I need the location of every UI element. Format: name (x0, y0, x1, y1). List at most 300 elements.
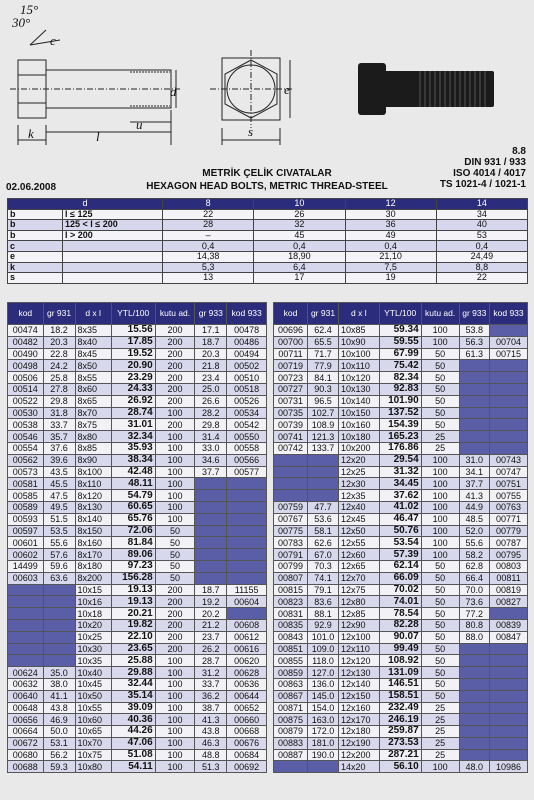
price-row (274, 667, 528, 679)
dims-value: 40 (436, 220, 527, 231)
cell-price-ytl: 65.76 (111, 513, 155, 525)
cell-weight-933 (459, 383, 489, 395)
dims-row (8, 251, 528, 262)
cell-kod-933 (490, 419, 528, 431)
cell-kod-931: 00741 (274, 431, 308, 443)
cell-weight-931: 57.6 (43, 549, 75, 561)
bolt-photo (358, 63, 494, 115)
cell-box-qty: 200 (155, 383, 195, 395)
cell-size-dxl: 12x200 (339, 749, 380, 761)
cell-price-ytl: 246.19 (379, 714, 421, 726)
cell-weight-933 (459, 667, 489, 679)
cell-weight-931: 39.6 (43, 454, 75, 466)
cell-price-ytl: 158.51 (379, 690, 421, 702)
dims-value: 36 (345, 220, 436, 231)
cell-weight-931: 20.3 (43, 336, 75, 348)
cell-kod-931: 00522 (8, 395, 44, 407)
cell-weight-933: 21.2 (195, 619, 227, 631)
cell-kod-931: 00863 (274, 678, 308, 690)
cell-weight-931: 108.9 (308, 419, 339, 431)
cell-weight-933: 66.4 (459, 572, 489, 584)
price-row (274, 325, 528, 337)
dims-header-d: d (8, 199, 163, 210)
title-english: HEXAGON HEAD BOLTS, METRIC THREAD-STEEL (146, 181, 388, 192)
cell-size-dxl: 10x130 (339, 383, 380, 395)
cell-price-ytl: 60.65 (111, 501, 155, 513)
cell-weight-933: 61.3 (459, 348, 489, 360)
cell-weight-933: 25.0 (195, 383, 227, 395)
price-row (8, 761, 267, 773)
cell-weight-931: 37.6 (43, 442, 75, 454)
cell-weight-931: 41.1 (43, 690, 75, 702)
cell-kod-933 (490, 325, 528, 337)
cell-box-qty: 100 (155, 737, 195, 749)
cell-kod-931: 00739 (274, 419, 308, 431)
cell-kod-933: 00526 (227, 395, 267, 407)
header-price-ytl: YTL/100 (379, 303, 421, 325)
cell-kod-933: 00839 (490, 619, 528, 631)
cell-kod-933 (490, 678, 528, 690)
cell-kod-933 (227, 549, 267, 561)
cell-box-qty: 50 (421, 407, 459, 419)
cell-kod-931: 00696 (274, 325, 308, 337)
cell-price-ytl: 48.11 (111, 478, 155, 490)
cell-kod-931: 00735 (274, 407, 308, 419)
cell-weight-931: 53.6 (308, 513, 339, 525)
cell-kod-933: 00566 (227, 454, 267, 466)
cell-weight-933 (459, 419, 489, 431)
cell-size-dxl: 12x140 (339, 678, 380, 690)
cell-weight-931: 77.9 (308, 360, 339, 372)
cell-box-qty: 50 (421, 678, 459, 690)
cell-size-dxl: 8x55 (75, 372, 111, 384)
dims-param: b (8, 209, 63, 220)
cell-box-qty: 50 (421, 655, 459, 667)
cell-kod-933: 00715 (490, 348, 528, 360)
dims-param: c (8, 241, 63, 252)
price-row (274, 537, 528, 549)
cell-price-ytl: 17.85 (111, 336, 155, 348)
dims-condition: l > 200 (63, 230, 163, 241)
label-u: u (136, 117, 143, 132)
cell-size-dxl: 10x16 (75, 596, 111, 608)
cell-kod-933: 10986 (490, 761, 528, 773)
cell-weight-931: 133.7 (308, 442, 339, 454)
cell-weight-931: 118.0 (308, 655, 339, 667)
cell-weight-931: 33.7 (43, 419, 75, 431)
cell-kod-931: 14499 (8, 560, 44, 572)
cell-box-qty: 200 (155, 608, 195, 620)
cell-kod-931: 00700 (274, 336, 308, 348)
cell-price-ytl: 146.51 (379, 678, 421, 690)
cell-kod-933: 00747 (490, 466, 528, 478)
cell-box-qty: 100 (155, 714, 195, 726)
cell-weight-933: 18.7 (195, 336, 227, 348)
cell-kod-933 (227, 608, 267, 620)
cell-kod-933 (490, 714, 528, 726)
dims-condition (63, 241, 163, 252)
dims-value: 30 (345, 209, 436, 220)
cell-size-dxl: 8x180 (75, 560, 111, 572)
cell-weight-931 (308, 478, 339, 490)
cell-box-qty: 50 (421, 383, 459, 395)
cell-kod-933 (490, 702, 528, 714)
price-row (8, 325, 267, 337)
price-row (8, 372, 267, 384)
cell-weight-933 (459, 726, 489, 738)
cell-size-dxl: 8x70 (75, 407, 111, 419)
cell-weight-933 (195, 537, 227, 549)
price-row (8, 525, 267, 537)
cell-kod-931: 00688 (8, 761, 44, 773)
angle-15-label: 15° (20, 2, 39, 17)
document-date: 02.06.2008 (6, 182, 57, 193)
cell-weight-933 (459, 407, 489, 419)
cell-weight-933 (459, 360, 489, 372)
cell-size-dxl: 10x30 (75, 643, 111, 655)
header-kod-931: kod (274, 303, 308, 325)
cell-size-dxl: 10x85 (339, 325, 380, 337)
price-row (8, 584, 267, 596)
cell-price-ytl: 15.56 (111, 325, 155, 337)
price-row (8, 737, 267, 749)
cell-kod-931 (8, 631, 44, 643)
dims-param: s (8, 273, 63, 284)
cell-weight-931: 43.5 (43, 466, 75, 478)
cell-box-qty: 100 (155, 749, 195, 761)
cell-weight-933 (195, 549, 227, 561)
dims-condition (63, 251, 163, 262)
cell-weight-931 (308, 454, 339, 466)
cell-kod-933: 00628 (227, 667, 267, 679)
cell-weight-933: 37.7 (195, 466, 227, 478)
price-row (8, 643, 267, 655)
price-row (8, 726, 267, 738)
cell-weight-933: 80.8 (459, 619, 489, 631)
cell-box-qty: 100 (421, 454, 459, 466)
cell-kod-931: 00581 (8, 478, 44, 490)
dimensions-table (7, 198, 528, 284)
dims-param: b (8, 220, 63, 231)
price-row (274, 360, 528, 372)
cell-box-qty: 100 (421, 490, 459, 502)
cell-kod-933 (490, 737, 528, 749)
cell-box-qty: 50 (155, 572, 195, 584)
cell-kod-931: 00593 (8, 513, 44, 525)
cell-kod-933: 00704 (490, 336, 528, 348)
cell-price-ytl: 57.39 (379, 549, 421, 561)
cell-weight-933: 31.0 (459, 454, 489, 466)
price-row (8, 619, 267, 631)
cell-weight-931: 45.5 (43, 478, 75, 490)
cell-kod-931: 00815 (274, 584, 308, 596)
cell-price-ytl: 72.06 (111, 525, 155, 537)
cell-kod-931: 00530 (8, 407, 44, 419)
cell-weight-933: 48.5 (459, 513, 489, 525)
cell-kod-933 (227, 525, 267, 537)
cell-size-dxl: 8x170 (75, 549, 111, 561)
cell-box-qty: 100 (155, 442, 195, 454)
cell-weight-931: 92.9 (308, 619, 339, 631)
dims-row (8, 273, 528, 284)
cell-kod-931: 00514 (8, 383, 44, 395)
price-row (274, 619, 528, 631)
cell-size-dxl: 12x100 (339, 631, 380, 643)
cell-kod-933 (490, 690, 528, 702)
price-row (8, 690, 267, 702)
cell-price-ytl: 59.55 (379, 336, 421, 348)
label-k: k (28, 126, 34, 141)
header-price-ytl: YTL/100 (111, 303, 155, 325)
price-row (274, 596, 528, 608)
cell-size-dxl: 8x65 (75, 395, 111, 407)
cell-weight-933: 26.6 (195, 395, 227, 407)
cell-price-ytl: 51.08 (111, 749, 155, 761)
cell-price-ytl: 287.21 (379, 749, 421, 761)
cell-weight-931: 127.0 (308, 667, 339, 679)
cell-size-dxl: 10x120 (339, 372, 380, 384)
cell-size-dxl: 8x160 (75, 537, 111, 549)
price-row (8, 513, 267, 525)
cell-kod-933 (227, 501, 267, 513)
price-row (8, 490, 267, 502)
cell-weight-931: 35.0 (43, 667, 75, 679)
cell-size-dxl: 12x180 (339, 726, 380, 738)
cell-price-ytl: 46.47 (379, 513, 421, 525)
cell-weight-933: 77.2 (459, 608, 489, 620)
cell-kod-933 (490, 360, 528, 372)
cell-kod-931: 00859 (274, 667, 308, 679)
cell-kod-933 (490, 431, 528, 443)
cell-kod-933 (490, 383, 528, 395)
dims-value: 6,4 (254, 262, 345, 273)
dims-value: 17 (254, 273, 345, 284)
cell-weight-931: 65.5 (308, 336, 339, 348)
cell-weight-931: 121.3 (308, 431, 339, 443)
cell-kod-931: 00723 (274, 372, 308, 384)
cell-kod-931 (274, 478, 308, 490)
cell-kod-933 (227, 513, 267, 525)
price-row (8, 383, 267, 395)
cell-weight-933: 58.2 (459, 549, 489, 561)
cell-weight-931: 27.8 (43, 383, 75, 395)
cell-kod-931: 00656 (8, 714, 44, 726)
cell-kod-931: 00831 (274, 608, 308, 620)
cell-size-dxl: 12x110 (339, 643, 380, 655)
cell-weight-933 (195, 572, 227, 584)
cell-kod-931 (8, 643, 44, 655)
cell-box-qty: 50 (155, 549, 195, 561)
cell-weight-931: 50.0 (43, 726, 75, 738)
cell-price-ytl: 19.52 (111, 348, 155, 360)
cell-kod-931 (274, 490, 308, 502)
cell-size-dxl: 12x150 (339, 690, 380, 702)
cell-weight-931: 83.6 (308, 596, 339, 608)
price-row (8, 596, 267, 608)
cell-size-dxl: 8x200 (75, 572, 111, 584)
cell-size-dxl: 10x75 (75, 749, 111, 761)
cell-box-qty: 100 (155, 454, 195, 466)
cell-price-ytl: 24.33 (111, 383, 155, 395)
cell-kod-933: 00558 (227, 442, 267, 454)
cell-kod-931 (8, 584, 44, 596)
cell-box-qty: 100 (155, 761, 195, 773)
cell-weight-933: 43.8 (195, 726, 227, 738)
cell-weight-931: 79.1 (308, 584, 339, 596)
dims-value: 14,38 (163, 251, 254, 262)
price-row (8, 560, 267, 572)
header-weight-933: gr 933 (459, 303, 489, 325)
cell-kod-931: 00602 (8, 549, 44, 561)
cell-price-ytl: 19.13 (111, 584, 155, 596)
cell-weight-931: 101.0 (308, 631, 339, 643)
cell-weight-931: 62.4 (308, 325, 339, 337)
dims-row (8, 230, 528, 241)
cell-weight-933: 48.0 (459, 761, 489, 773)
price-row (8, 360, 267, 372)
cell-price-ytl: 47.06 (111, 737, 155, 749)
cell-box-qty: 50 (155, 560, 195, 572)
cell-size-dxl: 10x45 (75, 678, 111, 690)
cell-weight-933: 41.3 (195, 714, 227, 726)
price-row (8, 608, 267, 620)
cell-size-dxl: 12x190 (339, 737, 380, 749)
cell-size-dxl: 12x20 (339, 454, 380, 466)
cell-weight-933: 29.8 (195, 419, 227, 431)
price-row (8, 395, 267, 407)
cell-weight-933: 36.2 (195, 690, 227, 702)
cell-weight-933: 18.7 (195, 584, 227, 596)
cell-box-qty: 25 (421, 431, 459, 443)
cell-kod-933: 00692 (227, 761, 267, 773)
din-standard: DIN 931 / 933 (464, 157, 526, 168)
cell-box-qty: 50 (421, 360, 459, 372)
cell-weight-933 (459, 395, 489, 407)
cell-size-dxl: 10x65 (75, 726, 111, 738)
cell-price-ytl: 37.62 (379, 490, 421, 502)
cell-box-qty: 200 (155, 372, 195, 384)
cell-price-ytl: 66.09 (379, 572, 421, 584)
cell-kod-931: 00799 (274, 560, 308, 572)
cell-weight-933: 88.0 (459, 631, 489, 643)
cell-weight-931 (43, 608, 75, 620)
cell-weight-931: 56.2 (43, 749, 75, 761)
cell-box-qty: 25 (421, 737, 459, 749)
cell-weight-931: 53.5 (43, 525, 75, 537)
cell-kod-931 (274, 761, 308, 773)
cell-kod-933 (490, 749, 528, 761)
cell-kod-933: 00684 (227, 749, 267, 761)
cell-weight-931: 59.6 (43, 560, 75, 572)
cell-weight-933: 20.2 (195, 608, 227, 620)
price-row (274, 761, 528, 773)
cell-price-ytl: 20.21 (111, 608, 155, 620)
header-weight-933: gr 933 (195, 303, 227, 325)
cell-box-qty: 100 (421, 478, 459, 490)
dims-value: 7,5 (345, 262, 436, 273)
label-e: e (284, 82, 290, 97)
cell-kod-931: 00554 (8, 442, 44, 454)
cell-size-dxl: 12x40 (339, 501, 380, 513)
cell-kod-931 (8, 596, 44, 608)
cell-kod-933: 00620 (227, 655, 267, 667)
cell-kod-931: 00624 (8, 667, 44, 679)
cell-kod-931: 00775 (274, 525, 308, 537)
cell-size-dxl: 10x40 (75, 667, 111, 679)
header-weight-931: gr 931 (43, 303, 75, 325)
ts-standard: TS 1021-4 / 1021-1 (439, 179, 526, 190)
dims-row (8, 220, 528, 231)
cell-box-qty: 100 (155, 513, 195, 525)
cell-kod-931: 00482 (8, 336, 44, 348)
cell-kod-931: 00851 (274, 643, 308, 655)
price-row (8, 678, 267, 690)
cell-box-qty: 100 (421, 336, 459, 348)
dims-value: 34 (436, 209, 527, 220)
price-row (274, 442, 528, 454)
cell-weight-933 (459, 442, 489, 454)
cell-kod-931: 00597 (8, 525, 44, 537)
cell-kod-933 (227, 537, 267, 549)
cell-kod-933: 00577 (227, 466, 267, 478)
dims-value: 21,10 (345, 251, 436, 262)
cell-price-ytl: 82.34 (379, 372, 421, 384)
cell-box-qty: 50 (421, 619, 459, 631)
cell-weight-933: 28.7 (195, 655, 227, 667)
cell-price-ytl: 54.11 (111, 761, 155, 773)
cell-size-dxl: 8x40 (75, 336, 111, 348)
cell-box-qty: 100 (155, 726, 195, 738)
header-box-qty: kutu ad. (155, 303, 195, 325)
technical-drawing-svg (0, 0, 534, 145)
cell-weight-931: 62.6 (308, 537, 339, 549)
cell-weight-933: 37.7 (459, 478, 489, 490)
header-size-dxl: d x l (339, 303, 380, 325)
cell-weight-933 (459, 372, 489, 384)
dims-value: 0,4 (163, 241, 254, 252)
cell-weight-931: 24.2 (43, 360, 75, 372)
price-row (274, 655, 528, 667)
cell-kod-931 (8, 619, 44, 631)
cell-price-ytl: 25.88 (111, 655, 155, 667)
cell-price-ytl: 42.48 (111, 466, 155, 478)
cell-box-qty: 100 (155, 501, 195, 513)
cell-kod-931: 00767 (274, 513, 308, 525)
cell-weight-933: 62.8 (459, 560, 489, 572)
cell-kod-931: 00601 (8, 537, 44, 549)
cell-weight-933: 46.3 (195, 737, 227, 749)
cell-box-qty: 50 (421, 667, 459, 679)
cell-price-ytl: 19.82 (111, 619, 155, 631)
cell-weight-931: 70.3 (308, 560, 339, 572)
dims-value: 28 (163, 220, 254, 231)
price-header-row (274, 303, 528, 325)
cell-price-ytl: 99.49 (379, 643, 421, 655)
cell-price-ytl: 19.13 (111, 596, 155, 608)
price-row (274, 608, 528, 620)
cell-box-qty: 50 (421, 608, 459, 620)
dims-value: 19 (345, 273, 436, 284)
cell-size-dxl: 8x150 (75, 525, 111, 537)
cell-kod-933: 00795 (490, 549, 528, 561)
cell-kod-931: 00843 (274, 631, 308, 643)
dims-value: 22 (163, 209, 254, 220)
dims-header-size: 8 (163, 199, 254, 210)
cell-weight-931 (43, 584, 75, 596)
cell-size-dxl: 10x200 (339, 442, 380, 454)
cell-price-ytl: 31.32 (379, 466, 421, 478)
price-header-row (8, 303, 267, 325)
